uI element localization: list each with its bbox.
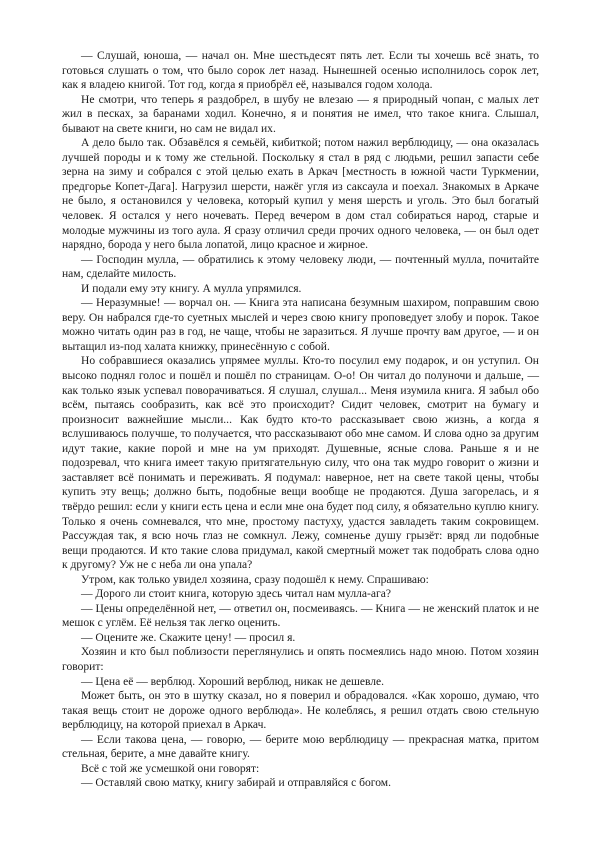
paragraph: — Дорого ли стоит книга, которую здесь читал нам мулла-ага? <box>81 588 391 601</box>
paragraph: И подали ему эту книгу. А мулла упрямился. <box>81 282 302 295</box>
paragraph: Но собравшиеся оказались упрямее муллы. Кто-то посулил ему подарок, и он уступил. Он высоко поднял голос и пошёл и пошёл по страницам. О-о! Он читал до полуночи и дальше, — как только язык успевал поворачиваться. Я слушал, слушал... Меня изумила книга. Я забыл обо всём, пытаясь сообразить, как всё это происходит? Сидит человек, смотрит на бумагу и произносит важнейшие мысли... Как будто кто-то рассказывает свою жизнь, а когда я вслушиваюсь получше, то получается, что рассказывают обо мне самом. И слова одно за другим идут такие, какие порой и мне на ум приходят. Душевные, ясные слова. Раньше я и не подозревал, что книга имеет такую притягательную силу, что она так мудро говорит о жизни и заставляет всё понимать и переживать. Я подумал: наверное, нет на свете такой цены, чтобы купить эту вещь; должно быть, подобные вещи вообще не продаются. Душа загорелась, и я твёрдо решил: если у книги есть цена и если мне она будет под силу, я обязательно куплю книгу. Только я очень сомневался, что мне, простому пастуху, удастся завладеть таким сокровищем. Рассуждая так, я всю ночь глаз не сомкнул. Лежу, сомненье душу грызёт: вряд ли подобные вещи продаются. И кто такие слова придумал, какой смертный может так подобрать слова одно к другому? Уж не с неба ли она упала? <box>62 355 539 572</box>
paragraph: — Если такова цена, — говорю, — берите мою верблюдицу — прекрасная матка, притом стельная, берите, а мне давайте книгу. <box>62 733 539 761</box>
paragraph: — Неразумные! — ворчал он. — Книга эта написана безумным шахиром, поправшим свою веру. Он набрался где-то суетных мыслей и через свою книгу проповедует злобу и порок. Такое можно читать один раз в год, не чаще, чтобы не заразиться. Я лучше прочту вам другое, — и он вытащил из-под халата книжку, принесённую с собой. <box>62 297 539 353</box>
paragraph: — Оставляй свою матку, книгу забирай и отправляйся с богом. <box>81 777 391 790</box>
paragraph: А дело было так. Обзавёлся я семьёй, кибиткой; потом нажил верблюдицу, — она оказалась лучшей породы и к тому же стельной. Поскольку я стал в ряд с людьми, решил запасти себе зерна на зиму и собрался с этой целью ехать в Аркач [местность в южной части Туркмении, предгорье Копет-Дага]. Нагрузил шерсти, нажёг угля из саксаула и поехал. Знакомых в Аркаче не было, я остановился у человека, который купил у меня шерсть и уголь. Это был богатый человек. Я остался у него ночевать. Перед вечером в дом стал собираться народ, старые и молодые мужчины из того аула. Я сразу отличил среди прочих одного человека, — он был одет нарядно, борода у него была лопатой, лицо красное и жирное. <box>62 137 539 252</box>
paragraph: Хозяин и кто был поблизости переглянулись и опять посмеялись надо мною. Потом хозяин говорит: <box>62 646 539 673</box>
paragraph: — Оцените же. Скажите цену! — просил я. <box>81 631 296 644</box>
paragraph: Утром, как только увидел хозяина, сразу подошёл к нему. Спрашиваю: <box>81 573 429 586</box>
paragraph: — Господин мулла, — обратились к этому человеку люди, — почтенный мулла, почитайте нам, сделайте милость. <box>62 253 539 281</box>
paragraph: — Цены определённой нет, — ответил он, посмеиваясь. — Книга — не женский платок и не мешок с углём. Её нельзя так легко оценить. <box>62 602 539 630</box>
paragraph: Всё с той же усмешкой они говорят: <box>81 762 260 775</box>
body-text-block <box>62 49 539 791</box>
paragraph: — Цена её — верблюд. Хороший верблюд, никак не дешевле. <box>81 675 385 688</box>
paragraph: Может быть, он это в шутку сказал, но я поверил и обрадовался. «Как хорошо, думаю, что такая вещь стоит не дороже одного верблюда». Не колеблясь, я решил отдать свою стельную верблюдицу, на которой приехал в Аркач. <box>62 690 539 732</box>
paragraph: — Слушай, юноша, — начал он. Мне шестьдесят пять лет. Если ты хочешь всё знать, то готовься слушать о том, что было сорок лет назад. Нынешней осенью исполнилось сорок лет, как я владею книгой. Тот год, когда я приобрёл её, назывался годом холода. <box>62 50 539 92</box>
paragraph: Не смотри, что теперь я раздобрел, в шубу не влезаю — я природный чопан, с малых лет жил в песках, за баранами ходил. Конечно, я и понятия не имел, что такое книга. Слышал, бывают на свете книги, но сам не видал их. <box>62 93 539 135</box>
